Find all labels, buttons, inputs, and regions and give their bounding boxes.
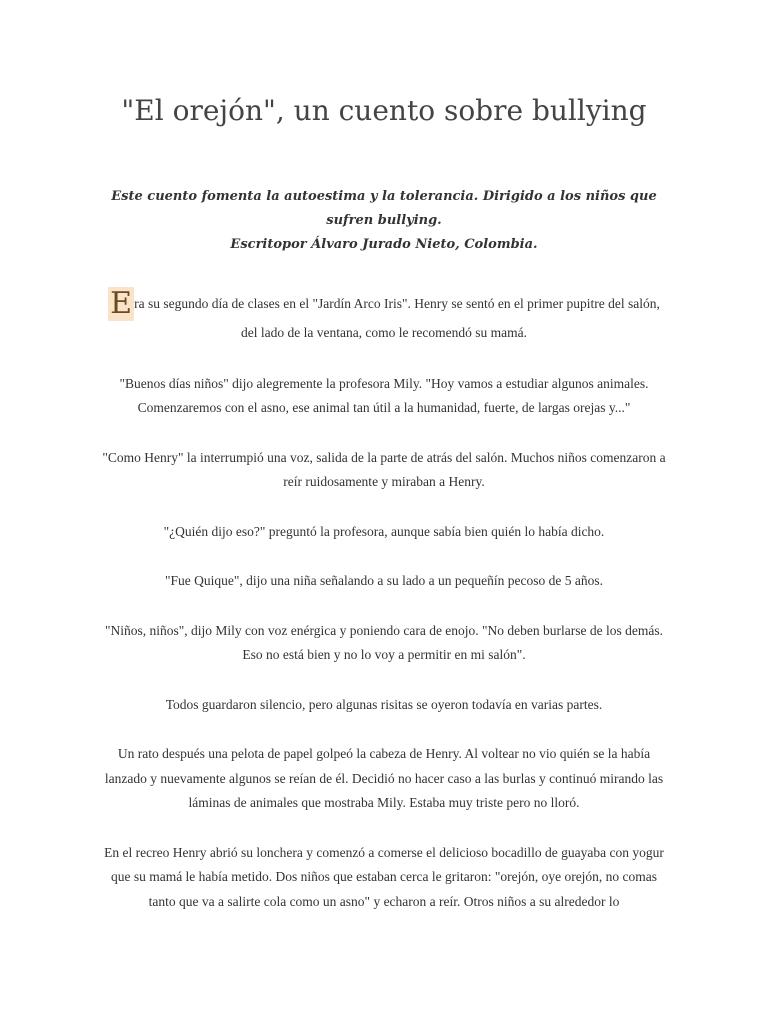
story-body [100,287,668,939]
story-paragraph-1-text: ra su segundo día de clases en el "Jardín Arco Iris". Henry se sentó en el primer pupitre del salón, del lado de la ventana, como le recomendó su mamá. [134,296,660,340]
intro-block [100,185,668,257]
story-paragraph-6: "Niños, niños", dijo Mily con voz enérgica y poniendo cara de enojo. "No deben burlarse de los demás. Eso no está bien y no lo voy a permitir en mi salón". [104,622,664,662]
page-title: "El orejón", un cuento sobre bullying [121,94,647,127]
story-paragraph-7: Todos guardaron silencio, pero algunas risitas se oyeron todavía en varias partes. [165,696,603,712]
drop-cap: E [110,286,133,321]
story-paragraph-5: "Fue Quique", dijo una niña señalando a su lado a un pequeñín pecoso de 5 años. [164,573,604,588]
story-paragraph-1 [100,287,668,346]
story-paragraph-3: "Como Henry" la interrumpió una voz, salida de la parte de atrás del salón. Muchos niños comenzaron a reír ruidosamente y miraban a Henry. [102,449,666,489]
intro-summary: Este cuento fomenta la autoestima y la tolerancia. Dirigido a los niños que sufren bullying. [111,189,657,228]
story-paragraph-8: Un rato después una pelota de papel golpeó la cabeza de Henry. Al voltear no vio quién se la había lanzado y nuevamente algunos se reían de él. Decidió no hacer caso a las burlas y continuó mirando las láminas de animales que mostraba Mily. Estaba muy triste pero no lloró. [104,746,664,810]
story-paragraph-9: En el recreo Henry abrió su lonchera y comenzó a comerse el delicioso bocadillo de guayaba con yogur que su mamá le había metido. Dos niños que estaban cerca le gritaron: "orejón, oye orejón, no comas tanto que va a salirte cola como un asno" y echaron a reír. Otros niños a su alrededor lo [104,844,664,909]
intro-author: Escritopor Álvaro Jurado Nieto, Colombia. [230,237,538,252]
story-paragraph-2: "Buenos días niños" dijo alegremente la profesora Mily. "Hoy vamos a estudiar algunos animales. Comenzaremos con el asno, ese animal tan útil a la humanidad, fuerte, de largas orejas y..." [119,375,649,415]
story-paragraph-4: "¿Quién dijo eso?" preguntó la profesora, aunque sabía bien quién lo había dicho. [163,523,605,539]
